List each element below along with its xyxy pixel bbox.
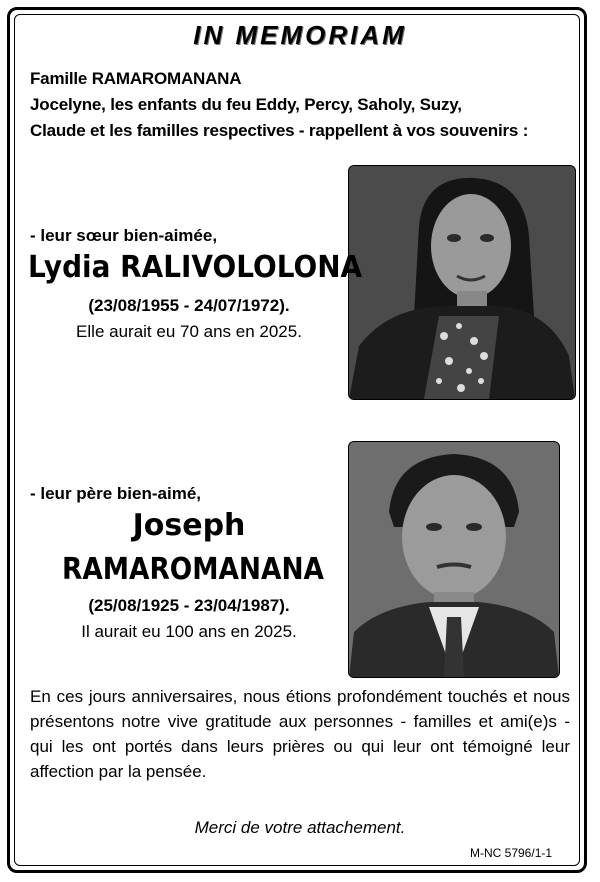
- relation-father: - leur père bien-aimé,: [30, 484, 201, 503]
- first-name-joseph: Joseph: [132, 508, 246, 543]
- dates-joseph: (25/08/1925 - 23/04/1987).: [88, 596, 290, 615]
- portrait-photo-lydia: [348, 165, 576, 400]
- closing-message: En ces jours anniversaires, nous étions profondément touchés et nous présentons notre vive gratitude aux personnes - familles et ami(e)s - qui les ont portés dans leurs prières ou qui leur ont témoigné leur affection par la pensée.: [30, 687, 570, 781]
- family-members: Jocelyne, les enfants du feu Eddy, Percy, Saholy, Suzy,: [30, 95, 462, 114]
- age-note-joseph: Il aurait eu 100 ans en 2025.: [81, 622, 297, 641]
- family-name: Famille RAMAROMANANA: [30, 69, 242, 88]
- relation-sister: - leur sœur bien-aimée,: [30, 226, 218, 245]
- page-title: IN MEMORIAM: [193, 20, 407, 50]
- family-remembrance: Claude et les familles respectives - rappellent à vos souvenirs :: [30, 121, 529, 140]
- dates-lydia: (23/08/1955 - 24/07/1972).: [88, 296, 290, 315]
- intro-block: [30, 66, 580, 144]
- last-name-joseph: RAMAROMANANA: [62, 552, 324, 587]
- thanks-message: Merci de votre attachement.: [194, 818, 406, 837]
- name-lydia: Lydia RALIVOLOLONA: [28, 250, 363, 285]
- portrait-photo-joseph: [348, 441, 560, 678]
- reference-code: M-NC 5796/1-1: [470, 846, 553, 860]
- age-note-lydia: Elle aurait eu 70 ans en 2025.: [76, 322, 302, 341]
